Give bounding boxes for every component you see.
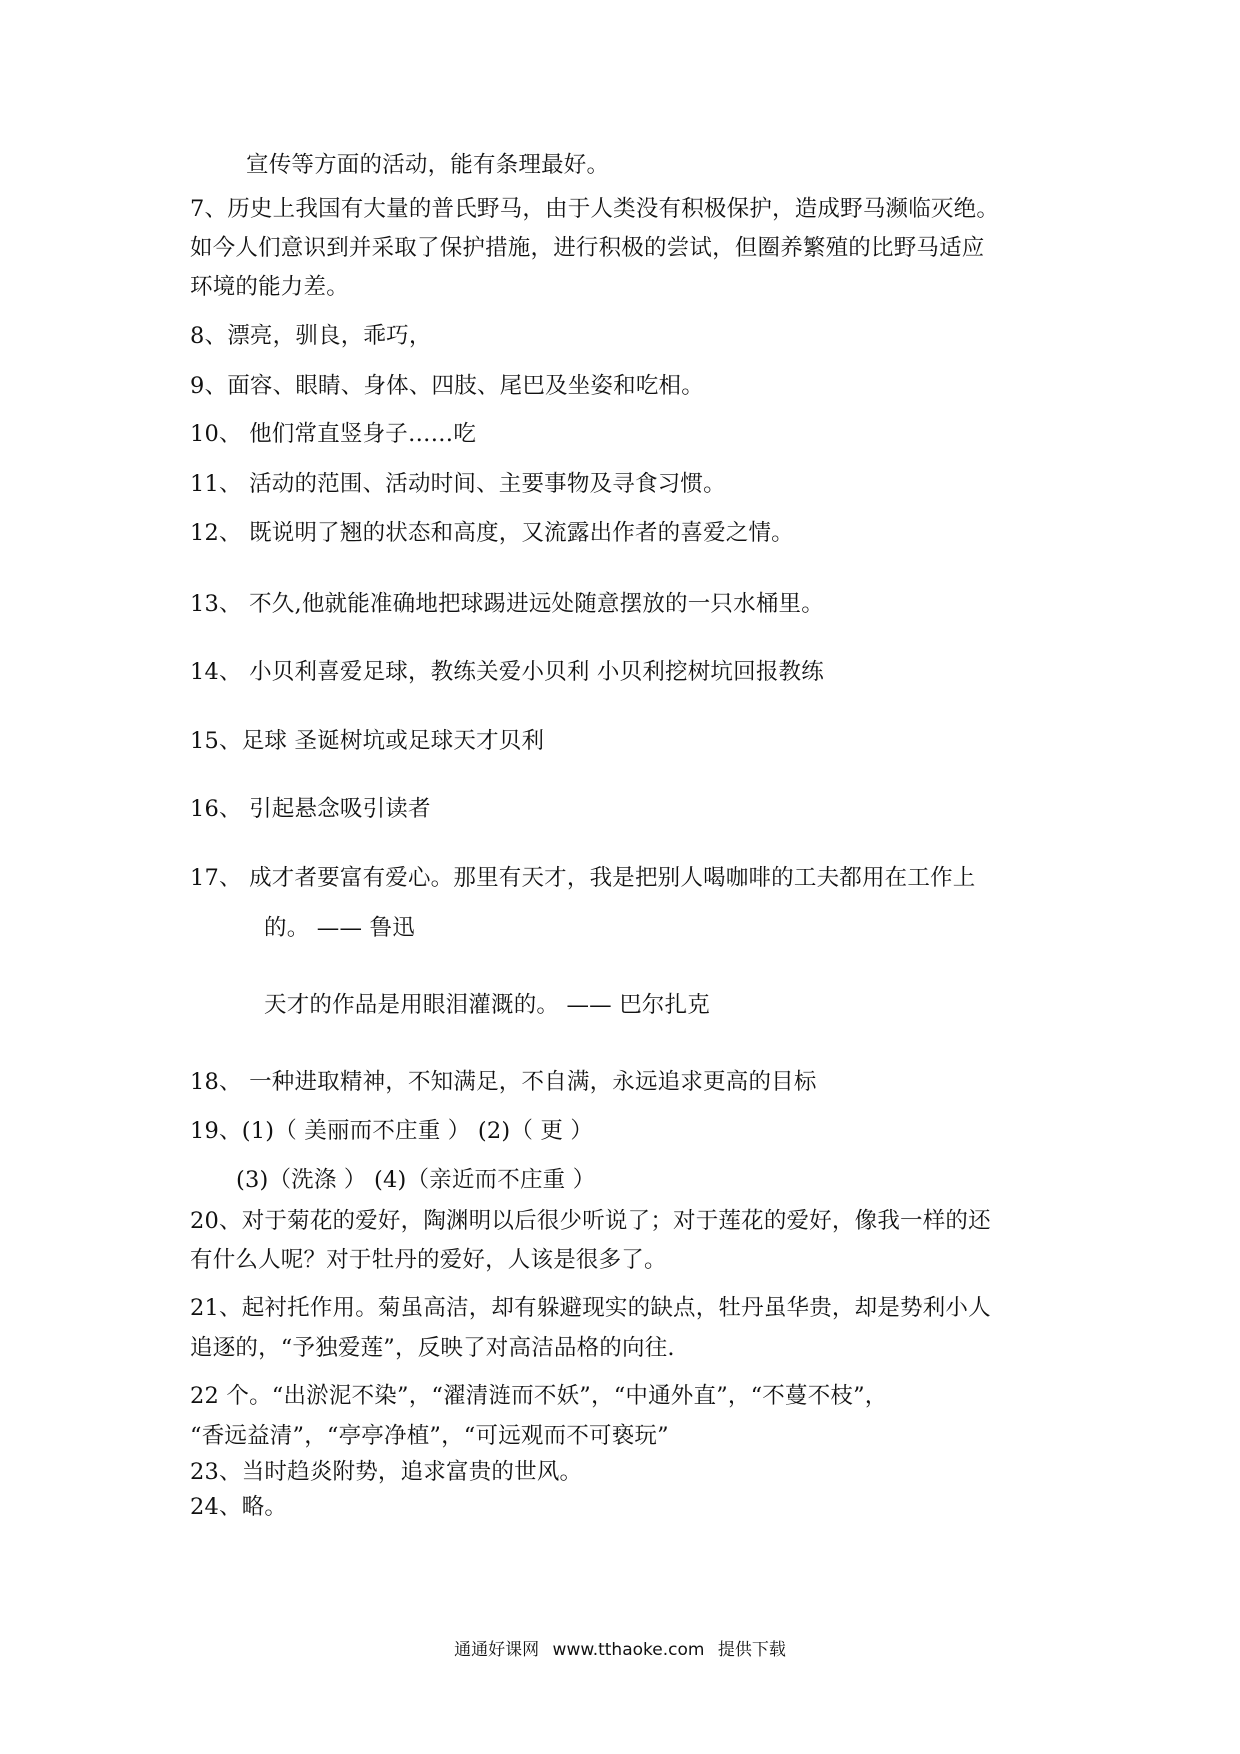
- answer-line: 22 个。“出淤泥不染”，“濯清涟而不妖”，“中通外直”，“不蔓不枝”，: [190, 1383, 888, 1409]
- answer-line: 12、 既说明了翘的状态和高度，又流露出作者的喜爱之情。: [190, 520, 794, 546]
- answer-line: 8、漂亮，驯良，乖巧，: [190, 323, 432, 349]
- answer-line: 21、起衬托作用。菊虽高洁，却有躲避现实的缺点，牡丹虽华贵，却是势利小人: [190, 1295, 991, 1321]
- answer-line: 19、(1)（ 美丽而不庄重 ） (2)（ 更 ）: [190, 1118, 594, 1144]
- answer-line: 14、 小贝利喜爱足球，教练关爱小贝利 小贝利挖树坑回报教练: [190, 659, 824, 685]
- answer-line: 17、 成才者要富有爱心。那里有天才，我是把别人喝咖啡的工夫都用在工作上: [190, 865, 976, 891]
- answer-line: 13、 不久,他就能准确地把球踢进远处随意摆放的一只水桶里。: [190, 591, 824, 617]
- answer-line: 如今人们意识到并采取了保护措施，进行积极的尝试，但圈养繁殖的比野马适应: [190, 235, 985, 261]
- answer-line: 宣传等方面的活动，能有条理最好。: [246, 152, 610, 178]
- answer-line: 7、历史上我国有大量的普氏野马，由于人类没有积极保护，造成野马濒临灭绝。: [190, 196, 1000, 222]
- answer-line: 23、当时趋炎附势，追求富贵的世风。: [190, 1459, 583, 1485]
- answer-line: 的。 —— 鲁迅: [264, 915, 415, 941]
- footer-site-name: 通通好课网: [454, 1640, 540, 1660]
- footer-suffix: 提供下载: [717, 1640, 786, 1660]
- answer-line: 16、 引起悬念吸引读者: [190, 796, 431, 822]
- answer-line: 追逐的，“予独爱莲”，反映了对高洁品格的向往.: [190, 1335, 675, 1361]
- answer-line: 11、 活动的范围、活动时间、主要事物及寻食习惯。: [190, 471, 726, 497]
- answer-line: 15、足球 圣诞树坑或足球天才贝利: [190, 728, 545, 754]
- answer-line: 9、面容、眼睛、身体、四肢、尾巴及坐姿和吃相。: [190, 373, 704, 399]
- answer-line: 24、略。: [190, 1494, 288, 1520]
- page-footer: [0, 1639, 1240, 1661]
- answer-line: 环境的能力差。: [190, 274, 349, 300]
- answer-line: 20、对于菊花的爱好，陶渊明以后很少听说了；对于莲花的爱好，像我一样的还: [190, 1208, 991, 1234]
- answer-line: 天才的作品是用眼泪灌溉的。 —— 巴尔扎克: [264, 992, 711, 1018]
- answer-line: 18、 一种进取精神，不知满足，不自满，永远追求更高的目标: [190, 1069, 817, 1095]
- answer-line: 有什么人呢？对于牡丹的爱好，人该是很多了。: [190, 1247, 667, 1273]
- footer-site-url: www.tthaoke.com: [552, 1640, 705, 1660]
- answer-line: “香远益清”，“亭亭净植”，“可远观而不可亵玩”: [190, 1423, 669, 1449]
- answer-line: (3)（洗涤 ） (4)（亲近而不庄重 ）: [236, 1167, 596, 1193]
- answer-line: 10、 他们常直竖身子……吃: [190, 421, 477, 447]
